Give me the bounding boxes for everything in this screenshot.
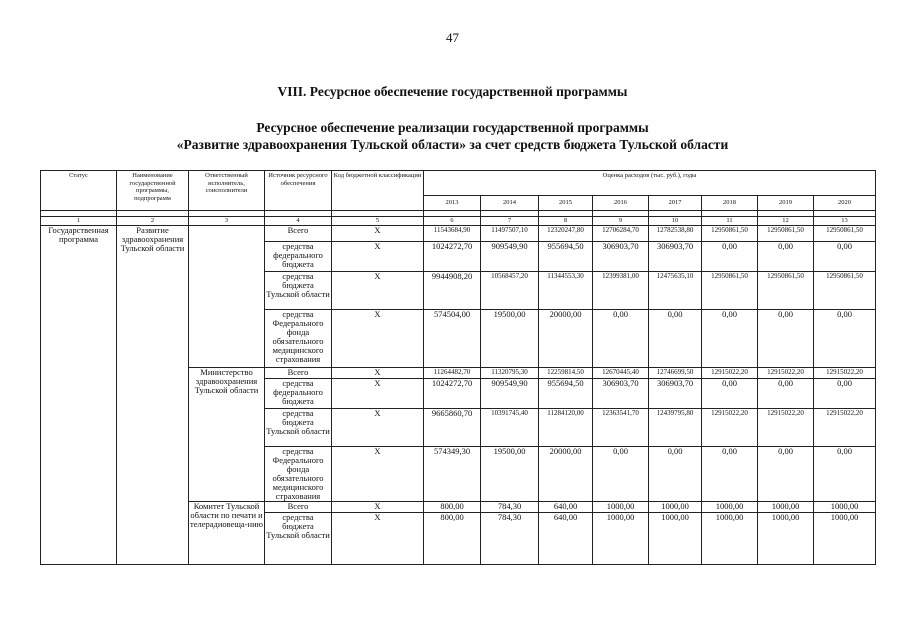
column-number-cell: 1 xyxy=(41,217,117,226)
source-cell: средства Федерального фонда обязательного медицинского страхования xyxy=(265,447,332,502)
value-cell: 1000,00 xyxy=(814,513,876,565)
header-name: Наименование государственной программы, подпрограмм xyxy=(117,171,189,211)
value-cell: 1024272,70 xyxy=(424,379,481,409)
column-number-cell: 6 xyxy=(424,217,481,226)
value-cell: 12915022,20 xyxy=(758,409,814,447)
header-source: Источник ресурсного обеспечения xyxy=(265,171,332,211)
value-cell: 0,00 xyxy=(593,310,649,368)
year-cell: 2019 xyxy=(758,195,814,210)
column-number-cell: 4 xyxy=(265,217,332,226)
value-cell: 1000,00 xyxy=(649,502,702,513)
value-cell: 12670445,40 xyxy=(593,368,649,379)
value-cell: 955694,50 xyxy=(539,242,593,272)
year-cell: 2013 xyxy=(424,195,481,210)
value-cell: 12915022,20 xyxy=(702,409,758,447)
code-cell: Х xyxy=(332,368,424,379)
value-cell: 0,00 xyxy=(702,379,758,409)
column-number-cell: 13 xyxy=(814,217,876,226)
header-status: Статус xyxy=(41,171,117,211)
value-cell: 1000,00 xyxy=(593,502,649,513)
value-cell: 12915022,20 xyxy=(814,368,876,379)
value-cell: 0,00 xyxy=(702,447,758,502)
executor-cell: Комитет Тульской области по печати и телерадиовеща-нию xyxy=(189,502,265,565)
value-cell: 12950861,50 xyxy=(702,272,758,310)
source-cell: средства бюджета Тульской области xyxy=(265,513,332,565)
program-name-cell: Развитие здравоохранения Тульской области xyxy=(117,226,189,565)
code-cell: Х xyxy=(332,447,424,502)
code-cell: Х xyxy=(332,272,424,310)
code-cell: Х xyxy=(332,242,424,272)
source-cell: Всего xyxy=(265,368,332,379)
value-cell: 9944908,20 xyxy=(424,272,481,310)
year-cell: 2020 xyxy=(814,195,876,210)
value-cell: 306903,70 xyxy=(649,242,702,272)
value-cell: 1000,00 xyxy=(593,513,649,565)
code-cell: Х xyxy=(332,502,424,513)
value-cell: 0,00 xyxy=(814,310,876,368)
value-cell: 1000,00 xyxy=(758,502,814,513)
value-cell: 1000,00 xyxy=(758,513,814,565)
value-cell: 1000,00 xyxy=(814,502,876,513)
value-cell: 800,00 xyxy=(424,513,481,565)
column-number-cell: 3 xyxy=(189,217,265,226)
code-cell: Х xyxy=(332,513,424,565)
value-cell: 800,00 xyxy=(424,502,481,513)
source-cell: Всего xyxy=(265,502,332,513)
value-cell: 909549,90 xyxy=(481,242,539,272)
value-cell: 12746699,50 xyxy=(649,368,702,379)
value-cell: 784,30 xyxy=(481,502,539,513)
document-title xyxy=(0,119,905,153)
value-cell: 0,00 xyxy=(649,310,702,368)
value-cell: 12915022,20 xyxy=(702,368,758,379)
value-cell: 909549,90 xyxy=(481,379,539,409)
value-cell: 640,00 xyxy=(539,502,593,513)
source-cell: средства Федерального фонда обязательного медицинского страхования xyxy=(265,310,332,368)
title-line-1: Ресурсное обеспечение реализации государственной программы xyxy=(256,120,649,135)
column-number-row xyxy=(41,217,876,226)
value-cell: 19500,00 xyxy=(481,447,539,502)
value-cell: 0,00 xyxy=(814,242,876,272)
value-cell: 0,00 xyxy=(702,242,758,272)
value-cell: 11264482,70 xyxy=(424,368,481,379)
value-cell: 20000,00 xyxy=(539,310,593,368)
title-line-2: «Развитие здравоохранения Тульской области» за счет средств бюджета Тульской области xyxy=(176,137,729,152)
value-cell: 1000,00 xyxy=(702,513,758,565)
value-cell: 306903,70 xyxy=(649,379,702,409)
year-cell: 2015 xyxy=(539,195,593,210)
value-cell: 0,00 xyxy=(758,447,814,502)
header-code: Код бюджетной классификации xyxy=(332,171,424,211)
value-cell: 574504,00 xyxy=(424,310,481,368)
value-cell: 11497507,10 xyxy=(481,226,539,242)
column-number-cell: 8 xyxy=(539,217,593,226)
value-cell: 784,30 xyxy=(481,513,539,565)
value-cell: 12259814,50 xyxy=(539,368,593,379)
column-number-cell: 9 xyxy=(593,217,649,226)
source-cell: средства федерального бюджета xyxy=(265,242,332,272)
table-row xyxy=(41,226,876,242)
value-cell: 10568457,20 xyxy=(481,272,539,310)
resource-table xyxy=(40,170,876,565)
value-cell: 11543684,90 xyxy=(424,226,481,242)
value-cell: 0,00 xyxy=(702,310,758,368)
value-cell: 1000,00 xyxy=(649,513,702,565)
column-number-cell: 10 xyxy=(649,217,702,226)
value-cell: 12915022,20 xyxy=(814,409,876,447)
value-cell: 0,00 xyxy=(593,447,649,502)
value-cell: 12782538,80 xyxy=(649,226,702,242)
value-cell: 11284120,00 xyxy=(539,409,593,447)
value-cell: 574349,30 xyxy=(424,447,481,502)
source-cell: средства бюджета Тульской области xyxy=(265,272,332,310)
value-cell: 20000,00 xyxy=(539,447,593,502)
value-cell: 955694,50 xyxy=(539,379,593,409)
value-cell: 0,00 xyxy=(758,242,814,272)
status-cell: Государственная программа xyxy=(41,226,117,565)
value-cell: 1000,00 xyxy=(702,502,758,513)
executor-cell: Министерство здравоохранения Тульской области xyxy=(189,368,265,502)
header-row xyxy=(41,171,876,196)
value-cell: 12320247,80 xyxy=(539,226,593,242)
value-cell: 11320795,30 xyxy=(481,368,539,379)
header-executor: Ответственный исполнитель, соисполнители xyxy=(189,171,265,211)
code-cell: Х xyxy=(332,379,424,409)
year-cell: 2016 xyxy=(593,195,649,210)
value-cell: 12950861,50 xyxy=(702,226,758,242)
source-cell: Всего xyxy=(265,226,332,242)
value-cell: 640,00 xyxy=(539,513,593,565)
column-number-cell: 12 xyxy=(758,217,814,226)
value-cell: 0,00 xyxy=(758,379,814,409)
value-cell: 0,00 xyxy=(649,447,702,502)
value-cell: 12475635,10 xyxy=(649,272,702,310)
value-cell: 0,00 xyxy=(758,310,814,368)
value-cell: 12399381,00 xyxy=(593,272,649,310)
year-cell: 2018 xyxy=(702,195,758,210)
value-cell: 19500,00 xyxy=(481,310,539,368)
executor-cell xyxy=(189,226,265,368)
value-cell: 10391745,40 xyxy=(481,409,539,447)
value-cell: 306903,70 xyxy=(593,242,649,272)
value-cell: 12950861,50 xyxy=(758,272,814,310)
value-cell: 11344553,30 xyxy=(539,272,593,310)
value-cell: 9665860,70 xyxy=(424,409,481,447)
value-cell: 0,00 xyxy=(814,447,876,502)
source-cell: средства бюджета Тульской области xyxy=(265,409,332,447)
column-number-cell: 5 xyxy=(332,217,424,226)
value-cell: 12706284,70 xyxy=(593,226,649,242)
column-number-cell: 7 xyxy=(481,217,539,226)
value-cell: 1024272,70 xyxy=(424,242,481,272)
column-number-cell: 2 xyxy=(117,217,189,226)
header-estimate: Оценка расходов (тыс. руб.), годы xyxy=(424,171,876,196)
value-cell: 12363541,70 xyxy=(593,409,649,447)
year-cell: 2017 xyxy=(649,195,702,210)
value-cell: 12950861,50 xyxy=(814,226,876,242)
section-heading: VIII. Ресурсное обеспечение государственной программы xyxy=(277,84,628,99)
value-cell: 12950861,50 xyxy=(758,226,814,242)
resource-table-container xyxy=(40,170,875,565)
value-cell: 12439795,80 xyxy=(649,409,702,447)
value-cell: 306903,70 xyxy=(593,379,649,409)
value-cell: 12950861,50 xyxy=(814,272,876,310)
code-cell: Х xyxy=(332,226,424,242)
source-cell: средства федерального бюджета xyxy=(265,379,332,409)
value-cell: 12915022,20 xyxy=(758,368,814,379)
page-number: 47 xyxy=(446,30,459,45)
year-cell: 2014 xyxy=(481,195,539,210)
code-cell: Х xyxy=(332,310,424,368)
column-number-cell: 11 xyxy=(702,217,758,226)
value-cell: 0,00 xyxy=(814,379,876,409)
code-cell: Х xyxy=(332,409,424,447)
